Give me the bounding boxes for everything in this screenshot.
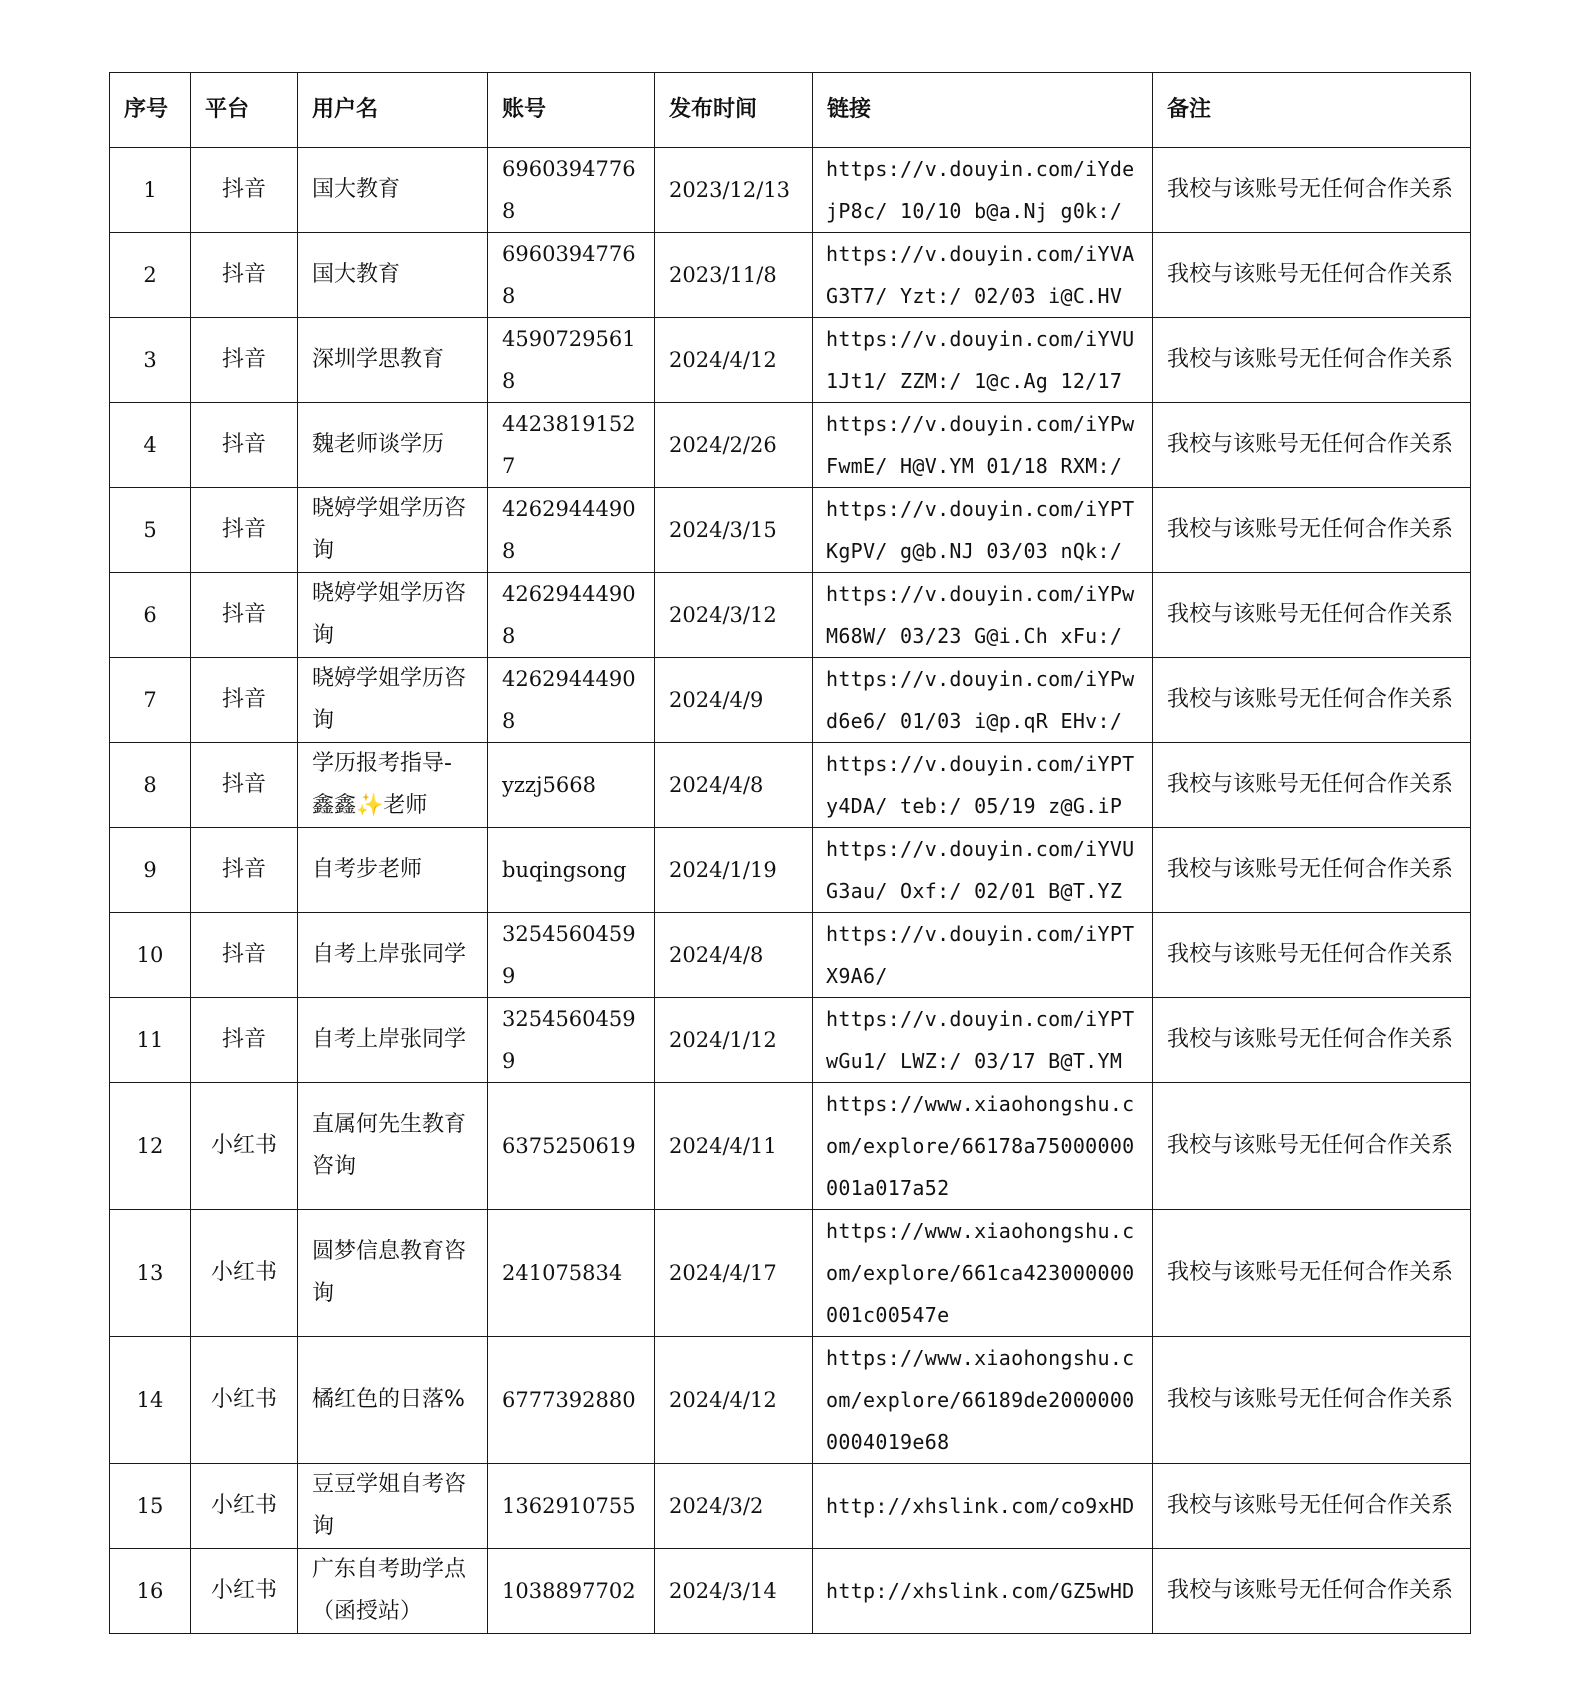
cell-link: https://v.douyin.com/iYPwd6e6/ 01/03 i@p.qR EHv:/ (813, 658, 1153, 743)
cell-published: 2024/1/19 (655, 828, 813, 913)
table-row (110, 233, 1471, 318)
cell-username: 国大教育 (298, 148, 488, 233)
table-row (110, 1549, 1471, 1634)
cell-platform: 抖音 (191, 743, 298, 828)
cell-username: 广东自考助学点（函授站） (298, 1549, 488, 1634)
account-records-table (109, 72, 1471, 1634)
cell-account: 1362910755 (488, 1464, 655, 1549)
cell-no: 11 (110, 998, 191, 1083)
cell-account: 241075834 (488, 1210, 655, 1337)
header-account: 账号 (488, 73, 655, 148)
cell-platform: 抖音 (191, 403, 298, 488)
cell-account: 45907295618 (488, 318, 655, 403)
cell-username: 自考步老师 (298, 828, 488, 913)
cell-published: 2023/12/13 (655, 148, 813, 233)
table-row (110, 828, 1471, 913)
cell-username: 晓婷学姐学历咨询 (298, 488, 488, 573)
header-platform: 平台 (191, 73, 298, 148)
cell-link: https://v.douyin.com/iYPTy4DA/ teb:/ 05/19 z@G.iP (813, 743, 1153, 828)
cell-platform: 抖音 (191, 658, 298, 743)
cell-link: https://v.douyin.com/iYVAG3T7/ Yzt:/ 02/03 i@C.HV (813, 233, 1153, 318)
cell-published: 2024/4/12 (655, 1337, 813, 1464)
cell-link: https://v.douyin.com/iYPwM68W/ 03/23 G@i.Ch xFu:/ (813, 573, 1153, 658)
cell-no: 7 (110, 658, 191, 743)
cell-account: 42629444908 (488, 573, 655, 658)
cell-note: 我校与该账号无任何合作关系 (1153, 743, 1471, 828)
cell-no: 12 (110, 1083, 191, 1210)
cell-no: 8 (110, 743, 191, 828)
cell-note: 我校与该账号无任何合作关系 (1153, 318, 1471, 403)
cell-note: 我校与该账号无任何合作关系 (1153, 913, 1471, 998)
cell-account: 42629444908 (488, 658, 655, 743)
cell-note: 我校与该账号无任何合作关系 (1153, 403, 1471, 488)
cell-published: 2024/4/9 (655, 658, 813, 743)
cell-no: 4 (110, 403, 191, 488)
cell-no: 3 (110, 318, 191, 403)
cell-published: 2023/11/8 (655, 233, 813, 318)
cell-platform: 小红书 (191, 1464, 298, 1549)
cell-link: https://v.douyin.com/iYVU1Jt1/ ZZM:/ 1@c.Ag 12/17 (813, 318, 1153, 403)
cell-platform: 抖音 (191, 913, 298, 998)
cell-username: 豆豆学姐自考咨询 (298, 1464, 488, 1549)
cell-platform: 抖音 (191, 488, 298, 573)
cell-published: 2024/4/12 (655, 318, 813, 403)
cell-published: 2024/3/12 (655, 573, 813, 658)
cell-username: 晓婷学姐学历咨询 (298, 573, 488, 658)
cell-link: https://www.xiaohongshu.com/explore/66189de20000000004019e68 (813, 1337, 1153, 1464)
cell-platform: 抖音 (191, 573, 298, 658)
table-row (110, 1083, 1471, 1210)
cell-note: 我校与该账号无任何合作关系 (1153, 828, 1471, 913)
cell-account: 6777392880 (488, 1337, 655, 1464)
header-no: 序号 (110, 73, 191, 148)
table-row (110, 743, 1471, 828)
cell-no: 14 (110, 1337, 191, 1464)
cell-published: 2024/4/11 (655, 1083, 813, 1210)
cell-published: 2024/2/26 (655, 403, 813, 488)
cell-link: https://v.douyin.com/iYPTwGu1/ LWZ:/ 03/17 B@T.YM (813, 998, 1153, 1083)
table-row (110, 998, 1471, 1083)
cell-note: 我校与该账号无任何合作关系 (1153, 233, 1471, 318)
cell-no: 16 (110, 1549, 191, 1634)
table-row (110, 318, 1471, 403)
cell-note: 我校与该账号无任何合作关系 (1153, 1549, 1471, 1634)
table-row (110, 148, 1471, 233)
header-link: 链接 (813, 73, 1153, 148)
cell-username: 自考上岸张同学 (298, 913, 488, 998)
cell-platform: 小红书 (191, 1083, 298, 1210)
table-row (110, 1464, 1471, 1549)
cell-account: 1038897702 (488, 1549, 655, 1634)
cell-username: 晓婷学姐学历咨询 (298, 658, 488, 743)
cell-username: 橘红色的日落% (298, 1337, 488, 1464)
cell-note: 我校与该账号无任何合作关系 (1153, 1464, 1471, 1549)
cell-link: http://xhslink.com/co9xHD (813, 1464, 1153, 1549)
cell-account: buqingsong (488, 828, 655, 913)
cell-account: yzzj5668 (488, 743, 655, 828)
cell-no: 2 (110, 233, 191, 318)
cell-account: 6375250619 (488, 1083, 655, 1210)
cell-link: https://v.douyin.com/iYPwFwmE/ H@V.YM 01/18 RXM:/ (813, 403, 1153, 488)
cell-link: https://v.douyin.com/iYPTX9A6/ (813, 913, 1153, 998)
cell-username: 自考上岸张同学 (298, 998, 488, 1083)
cell-platform: 抖音 (191, 148, 298, 233)
table-row (110, 1337, 1471, 1464)
cell-no: 9 (110, 828, 191, 913)
header-username: 用户名 (298, 73, 488, 148)
cell-published: 2024/4/8 (655, 913, 813, 998)
cell-username: 直属何先生教育咨询 (298, 1083, 488, 1210)
cell-link: https://v.douyin.com/iYPTKgPV/ g@b.NJ 03/03 nQk:/ (813, 488, 1153, 573)
table-row (110, 1210, 1471, 1337)
cell-note: 我校与该账号无任何合作关系 (1153, 1210, 1471, 1337)
cell-platform: 小红书 (191, 1337, 298, 1464)
cell-username: 国大教育 (298, 233, 488, 318)
cell-no: 15 (110, 1464, 191, 1549)
header-published: 发布时间 (655, 73, 813, 148)
cell-username: 学历报考指导-鑫鑫✨老师 (298, 743, 488, 828)
cell-link: http://xhslink.com/GZ5wHD (813, 1549, 1153, 1634)
header-note: 备注 (1153, 73, 1471, 148)
cell-note: 我校与该账号无任何合作关系 (1153, 148, 1471, 233)
cell-note: 我校与该账号无任何合作关系 (1153, 1083, 1471, 1210)
cell-note: 我校与该账号无任何合作关系 (1153, 998, 1471, 1083)
cell-link: https://www.xiaohongshu.com/explore/661ca423000000001c00547e (813, 1210, 1153, 1337)
cell-platform: 抖音 (191, 828, 298, 913)
cell-username: 魏老师谈学历 (298, 403, 488, 488)
cell-link: https://www.xiaohongshu.com/explore/66178a75000000001a017a52 (813, 1083, 1153, 1210)
table-row (110, 403, 1471, 488)
cell-no: 5 (110, 488, 191, 573)
table-row (110, 573, 1471, 658)
cell-published: 2024/1/12 (655, 998, 813, 1083)
cell-link: https://v.douyin.com/iYdejP8c/ 10/10 b@a.Nj g0k:/ (813, 148, 1153, 233)
cell-username: 深圳学思教育 (298, 318, 488, 403)
cell-published: 2024/3/14 (655, 1549, 813, 1634)
cell-account: 32545604599 (488, 913, 655, 998)
cell-account: 69603947768 (488, 233, 655, 318)
cell-platform: 抖音 (191, 998, 298, 1083)
cell-link: https://v.douyin.com/iYVUG3au/ Oxf:/ 02/01 B@T.YZ (813, 828, 1153, 913)
cell-platform: 抖音 (191, 318, 298, 403)
cell-published: 2024/4/17 (655, 1210, 813, 1337)
cell-no: 6 (110, 573, 191, 658)
cell-username: 圆梦信息教育咨询 (298, 1210, 488, 1337)
cell-account: 44238191527 (488, 403, 655, 488)
cell-note: 我校与该账号无任何合作关系 (1153, 488, 1471, 573)
cell-platform: 抖音 (191, 233, 298, 318)
cell-platform: 小红书 (191, 1210, 298, 1337)
cell-account: 69603947768 (488, 148, 655, 233)
cell-no: 13 (110, 1210, 191, 1337)
cell-note: 我校与该账号无任何合作关系 (1153, 1337, 1471, 1464)
cell-note: 我校与该账号无任何合作关系 (1153, 658, 1471, 743)
cell-no: 10 (110, 913, 191, 998)
table-row (110, 658, 1471, 743)
table-row (110, 913, 1471, 998)
cell-published: 2024/4/8 (655, 743, 813, 828)
cell-account: 32545604599 (488, 998, 655, 1083)
cell-note: 我校与该账号无任何合作关系 (1153, 573, 1471, 658)
table-row (110, 488, 1471, 573)
cell-no: 1 (110, 148, 191, 233)
cell-published: 2024/3/15 (655, 488, 813, 573)
table-header-row (110, 73, 1471, 148)
cell-published: 2024/3/2 (655, 1464, 813, 1549)
cell-platform: 小红书 (191, 1549, 298, 1634)
cell-account: 42629444908 (488, 488, 655, 573)
